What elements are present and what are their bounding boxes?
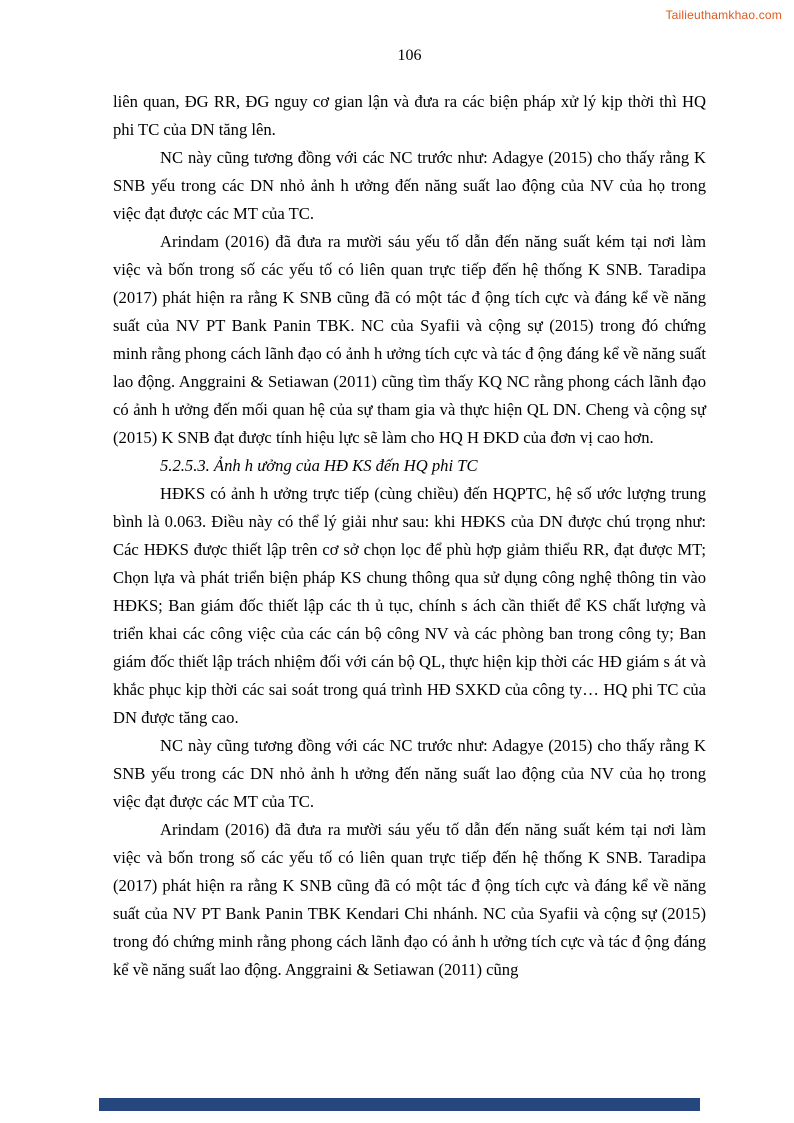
paragraph: liên quan, ĐG RR, ĐG nguy cơ gian lận và đưa ra các biện pháp xử lý kịp thời thì HQ phi TC của DN tăng lên.: [113, 92, 706, 139]
watermark: Tailieuthamkhao.com: [665, 8, 782, 22]
paragraph: NC này cũng tương đồng với các NC trước như: Adagye (2015) cho thấy rằng K SNB yếu trong các DN nhỏ ảnh h ưởng đến năng suất lao động của NV của họ trong việc đạt được các MT của TC.: [113, 736, 706, 811]
paragraph: HĐKS có ảnh h ưởng trực tiếp (cùng chiều) đến HQPTC, hệ số ước lượng trung bình là 0.063. Điều này có thể lý giải như sau: khi HĐKS của DN được chú trọng như: Các HĐKS được thiết lập trên cơ sở chọn lọc để phù hợp giảm thiểu RR, đạt được MT; Chọn lựa và phát triển biện pháp KS chung thông qua sử dụng công nghệ thông tin vào HĐKS; Ban giám đốc thiết lập các th ủ tục, chính s ách cần thiết để KS chất lượng và triển khai các công việc của các cán bộ công NV và các phòng ban trong công ty; Ban giám đốc thiết lập trách nhiệm đối với cán bộ QL, thực hiện kịp thời các HĐ giám s át và khắc phục kịp thời các sai soát trong quá trình HĐ SXKD của công ty… HQ phi TC của DN được tăng cao.: [113, 484, 706, 727]
section-heading: 5.2.5.3. Ảnh h ưởng của HĐ KS đến HQ phi TC: [160, 456, 478, 475]
page-content: [113, 88, 706, 984]
page-number: 106: [397, 47, 422, 64]
paragraph: Arindam (2016) đã đưa ra mười sáu yếu tố dẫn đến năng suất kém tại nơi làm việc và bốn trong số các yếu tố có liên quan trực tiếp đến hệ thống K SNB. Taradipa (2017) phát hiện ra rằng K SNB cũng đã có một tác đ ộng tích cực và đáng kể về năng suất của NV PT Bank Panin TBK. NC của Syafii và cộng sự (2015) trong đó chứng minh rằng phong cách lãnh đạo có ảnh h ưởng tích cực và tác đ ộng đáng kể về năng suất lao động. Anggraini & Setiawan (2011) cũng tìm thấy KQ NC rằng phong cách lãnh đạo có ảnh h ưởng đến mối quan hệ của sự tham gia và thực hiện QL DN. Cheng và cộng sự (2015) K SNB đạt được tính hiệu lực sẽ làm cho HQ H ĐKD của đơn vị cao hơn.: [113, 232, 706, 447]
footer-bar: [99, 1098, 700, 1111]
paragraph: NC này cũng tương đồng với các NC trước như: Adagye (2015) cho thấy rằng K SNB yếu trong các DN nhỏ ảnh h ưởng đến năng suất lao động của NV của họ trong việc đạt được các MT của TC.: [113, 148, 706, 223]
paragraph: Arindam (2016) đã đưa ra mười sáu yếu tố dẫn đến năng suất kém tại nơi làm việc và bốn trong số các yếu tố có liên quan trực tiếp đến hệ thống K SNB. Taradipa (2017) phát hiện ra rằng K SNB cũng đã có một tác đ ộng tích cực và đáng kể về năng suất của NV PT Bank Panin TBK Kendari Chi nhánh. NC của Syafii và cộng sự (2015) trong đó chứng minh rằng phong cách lãnh đạo có ảnh h ưởng tích cực và tác đ ộng đáng kể về năng suất lao động. Anggraini & Setiawan (2011) cũng: [113, 820, 706, 979]
